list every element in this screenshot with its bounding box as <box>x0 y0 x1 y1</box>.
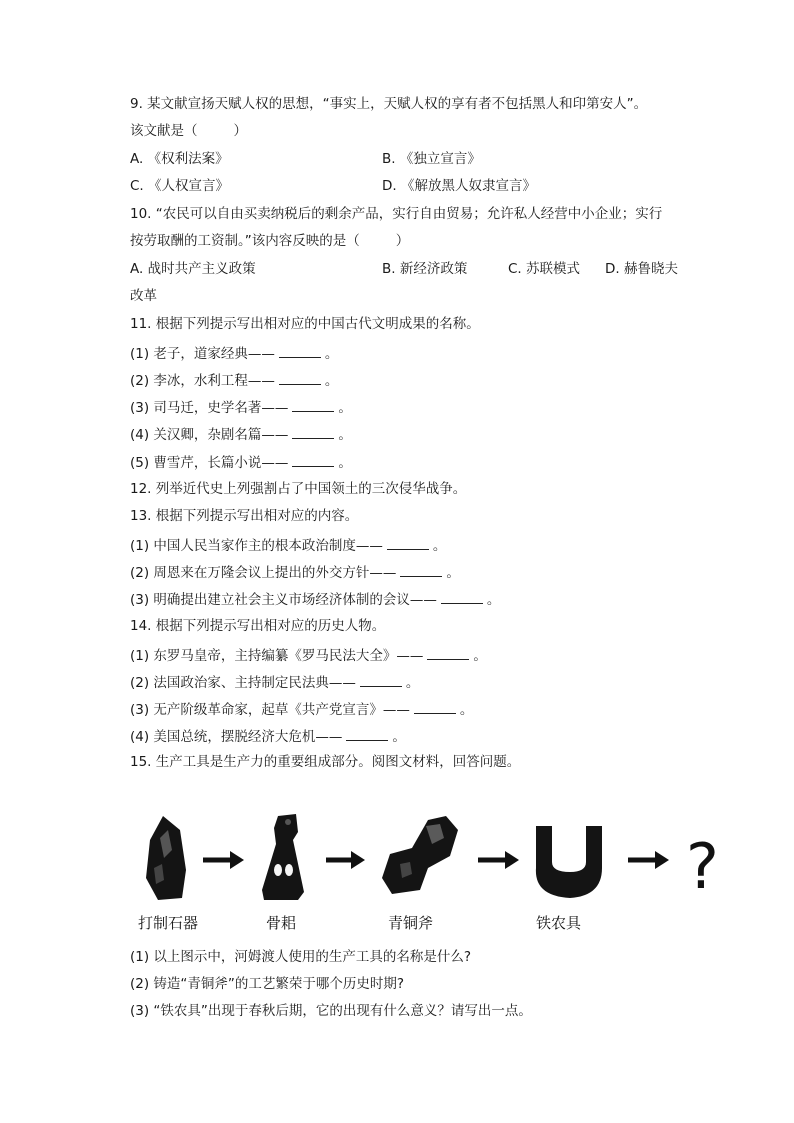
q14-item-4: (4) 美国总统，摆脱经济大危机—— 。 <box>130 726 406 747</box>
chipped-stone-tool-icon <box>146 816 186 900</box>
caption-bone-spade: 骨耜 <box>266 914 297 932</box>
q10-option-a[interactable]: A. 战时共产主义政策 <box>130 261 256 277</box>
iron-farm-tool-icon <box>536 826 602 898</box>
bronze-axe-icon <box>382 816 458 894</box>
arrow-icon <box>478 851 519 869</box>
q15-stem: 15. 生产工具是生产力的重要组成部分。阅图文材料，回答问题。 <box>130 754 521 770</box>
q11-stem: 11. 根据下列提示写出相对应的中国古代文明成果的名称。 <box>130 316 480 332</box>
q10-stem-line1: 10. “农民可以自由买卖纳税后的剩余产品，实行自由贸易；允许私人经营中小企业；实行 <box>130 206 663 222</box>
q13-blank-1[interactable] <box>387 535 429 550</box>
q11-blank-4[interactable] <box>292 424 334 439</box>
q11-item-1: (1) 老子，道家经典—— 。 <box>130 343 338 364</box>
tools-evolution-figure <box>128 808 728 943</box>
q14-item-1: (1) 东罗马皇帝，主持编纂《罗马民法大全》—— 。 <box>130 645 487 666</box>
q11-blank-5[interactable] <box>292 452 334 467</box>
caption-iron-tool: 铁农具 <box>536 914 582 932</box>
arrow-icon <box>628 851 669 869</box>
q13-blank-3[interactable] <box>441 589 483 604</box>
caption-chipped-stone: 打制石器 <box>138 914 199 932</box>
q14-blank-3[interactable] <box>414 699 456 714</box>
q14-stem: 14. 根据下列提示写出相对应的历史人物。 <box>130 618 386 634</box>
question-mark: ? <box>686 830 719 903</box>
q15-item-3: (3) “铁农具”出现于春秋后期，它的出现有什么意义？请写出一点。 <box>130 1003 532 1019</box>
caption-bronze-axe: 青铜斧 <box>388 914 434 932</box>
q10-option-d-continued: 改革 <box>130 288 157 304</box>
q14-item-3: (3) 无产阶级革命家，起草《共产党宣言》—— 。 <box>130 699 473 720</box>
q14-item-2: (2) 法国政治家、主持制定民法典—— 。 <box>130 672 419 693</box>
q12-stem: 12. 列举近代史上列强割占了中国领土的三次侵华战争。 <box>130 481 467 497</box>
q10-option-c[interactable]: C. 苏联模式 <box>508 261 581 277</box>
q9-option-d[interactable]: D. 《解放黑人奴隶宣言》 <box>382 178 536 194</box>
q10-stem-close: ） <box>395 233 410 249</box>
q14-blank-4[interactable] <box>346 726 388 741</box>
q10-option-b[interactable]: B. 新经济政策 <box>382 261 468 277</box>
q10-option-d[interactable]: D. 赫鲁晓夫 <box>605 261 678 277</box>
q13-blank-2[interactable] <box>400 562 442 577</box>
q9-stem-line1: 9. 某文献宣扬天赋人权的思想，“事实上，天赋人权的享有者不包括黑人和印第安人”。 <box>130 96 648 112</box>
q11-blank-3[interactable] <box>292 397 334 412</box>
q13-stem: 13. 根据下列提示写出相对应的内容。 <box>130 508 359 524</box>
bone-spade-icon <box>262 814 304 900</box>
q14-blank-2[interactable] <box>360 672 402 687</box>
q14-blank-1[interactable] <box>427 645 469 660</box>
q13-item-1: (1) 中国人民当家作主的根本政治制度—— 。 <box>130 535 446 556</box>
q9-option-c[interactable]: C. 《人权宣言》 <box>130 178 230 194</box>
q11-blank-1[interactable] <box>279 343 321 358</box>
q15-item-1: (1) 以上图示中，河姆渡人使用的生产工具的名称是什么? <box>130 949 472 965</box>
q10-stem-line2 <box>130 231 409 251</box>
q10-stem-text: 按劳取酬的工资制。”该内容反映的是（ <box>130 233 360 249</box>
q11-item-4: (4) 关汉卿，杂剧名篇—— 。 <box>130 424 352 445</box>
arrow-icon <box>203 851 244 869</box>
q9-stem-line2 <box>130 121 247 141</box>
q13-item-2: (2) 周恩来在万隆会议上提出的外交方针—— 。 <box>130 562 460 583</box>
q9-stem-text: 该文献是（ <box>130 123 198 139</box>
q11-item-2: (2) 李冰，水利工程—— 。 <box>130 370 338 391</box>
q13-item-3: (3) 明确提出建立社会主义市场经济体制的会议—— 。 <box>130 589 500 610</box>
q9-stem-close: ） <box>233 123 247 139</box>
q11-blank-2[interactable] <box>279 370 321 385</box>
q9-option-a[interactable]: A. 《权利法案》 <box>130 151 229 167</box>
q9-option-b[interactable]: B. 《独立宣言》 <box>382 151 481 167</box>
arrow-icon <box>326 851 365 869</box>
q15-item-2: (2) 铸造“青铜斧”的工艺繁荣于哪个历史时期? <box>130 976 405 992</box>
q11-item-5: (5) 曹雪芹，长篇小说—— 。 <box>130 452 352 473</box>
q11-item-3: (3) 司马迁，史学名著—— 。 <box>130 397 352 418</box>
